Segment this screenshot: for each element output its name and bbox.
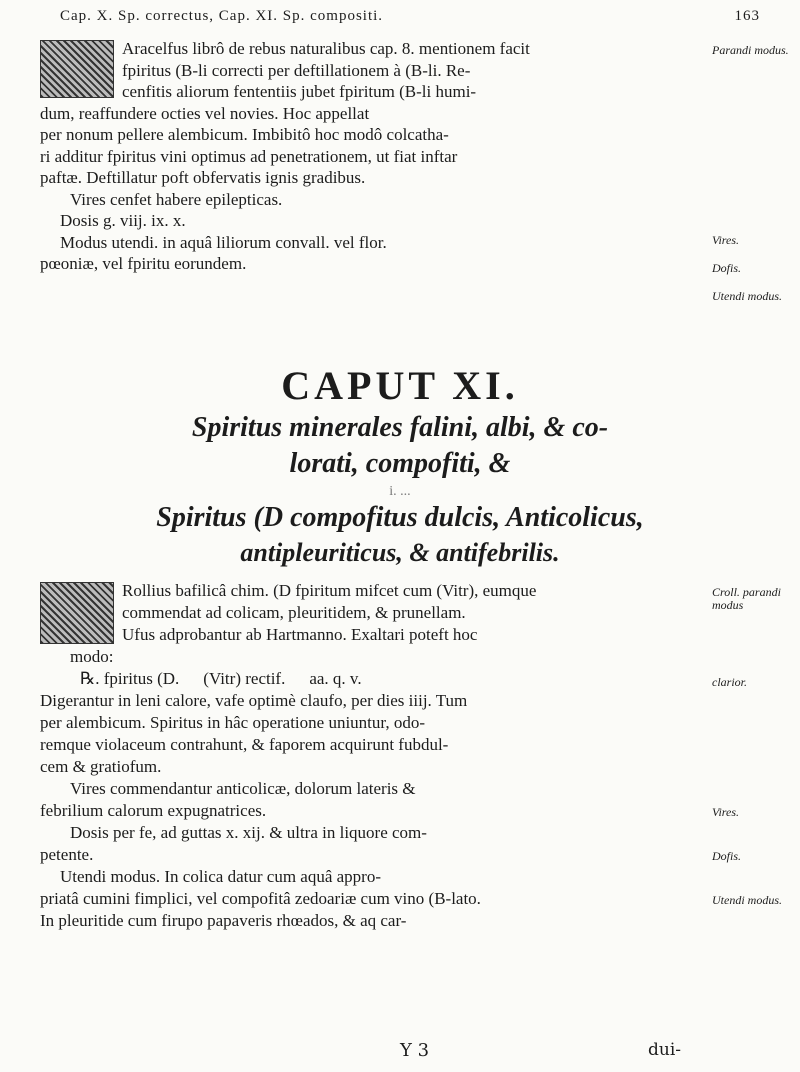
- section-chapter-x: [40, 38, 700, 275]
- chapter-subtitle: Spiritus minerales falini, albi, & co-: [191, 412, 609, 443]
- signature-mark: Y 3: [400, 1040, 430, 1061]
- para3-line: per alembicum. Spiritus in hâc operatione uniuntur, odo-: [40, 713, 426, 732]
- para1-line: cenfitis aliorum fententiis jubet fpiritum (B-li humi-: [122, 82, 477, 101]
- para1-line: fpiritus (B-li correcti per deftillationem à (B-li. Re-: [122, 60, 471, 80]
- recipe-ingredient: ℞. fpiritus (D.: [80, 669, 180, 688]
- margin-note: Dofis.: [712, 849, 742, 863]
- margin-note: Utendi modus.: [712, 289, 782, 303]
- chapter-ornament: i. ...: [389, 484, 411, 499]
- dosis2-line: petente.: [40, 845, 94, 864]
- para1-line: paftæ. Deftillatur poft obfervatis ignis gradibus.: [40, 168, 366, 187]
- margin-note: Vires.: [712, 805, 739, 819]
- section-title: Spiritus (D compofitus dulcis, Anticolicus,: [156, 502, 644, 533]
- vires2-line: febrilium calorum expugnatrices.: [40, 801, 267, 820]
- dosis-line: Dosis g. viij. ix. x.: [60, 211, 186, 230]
- decorated-initial: [40, 40, 114, 98]
- modus-line: pœoniæ, vel fpiritu eorundem.: [40, 254, 247, 273]
- running-title: Cap. X. Sp. correctus, Cap. XI. Sp. compositi.: [60, 8, 384, 24]
- para1-line: ri additur fpiritus vini optimus ad penetrationem, ut fiat inftar: [40, 146, 458, 166]
- utendi2-line: Utendi modus. In colica datur cum aquâ appro-: [60, 867, 382, 886]
- para2-line: commendat ad colicam, pleuritidem, & prunellam.: [122, 603, 466, 622]
- page-number: 163: [734, 8, 760, 24]
- margin-note: Utendi modus.: [712, 893, 782, 907]
- catchword: dui-: [648, 1040, 682, 1060]
- recipe-amount: aa. q. v.: [309, 669, 362, 688]
- recipe-line: [40, 668, 700, 690]
- para1-line: dum, reaffundere octies vel novies. Hoc appellat: [40, 103, 370, 123]
- para2-line: modo:: [70, 647, 114, 666]
- margin-note: Parandi modus.: [712, 43, 789, 57]
- section-title: antipleuriticus, & antifebrilis.: [240, 538, 560, 567]
- vires2-line: Vires commendantur anticolicæ, dolorum lateris &: [70, 779, 416, 798]
- margin-note: Vires.: [712, 233, 739, 247]
- decorated-initial: [40, 582, 114, 644]
- running-header: [60, 8, 760, 25]
- section-chapter-xi: [40, 580, 700, 932]
- para3-line: cem & gratiofum.: [40, 757, 162, 776]
- utendi2-line: priatâ cumini fimplici, vel compofitâ zedoariæ cum vino (B-lato.: [40, 889, 481, 908]
- para1-line: per nonum pellere alembicum. Imbibitô hoc modô colcatha-: [40, 125, 449, 144]
- margin-note: Croll. parandi modus: [712, 585, 781, 612]
- vires-line: Vires cenfet habere epilepticas.: [70, 189, 283, 209]
- utendi2-line: In pleuritide cum firupo papaveris rhœados, & aq car-: [40, 911, 407, 930]
- chapter-title: CAPUT XI.: [281, 363, 519, 408]
- para3-line: Digerantur in leni calore, vafe optimè claufo, per dies iiij. Tum: [40, 691, 468, 710]
- para1-line: Aracelfus librô de rebus naturalibus cap. 8. mentionem facit: [122, 39, 530, 58]
- margin-note: clarior.: [712, 675, 748, 689]
- para3-line: remque violaceum contrahunt, & faporem acquirunt fubdul-: [40, 735, 449, 754]
- modus-line: Modus utendi. in aquâ liliorum convall. vel flor.: [60, 232, 387, 252]
- margin-note: Dofis.: [712, 261, 742, 275]
- para2-line: Ufus adprobantur ab Hartmanno. Exaltari poteft hoc: [122, 625, 478, 644]
- chapter-subtitle: lorati, compofiti, &: [289, 448, 511, 479]
- para2-line: Rollius bafilicâ chim. (D fpiritum mifcet cum (Vitr), eumque: [122, 581, 537, 600]
- dosis2-line: Dosis per fe, ad guttas x. xij. & ultra in liquore com-: [70, 823, 427, 842]
- recipe-ingredient: (Vitr) rectif.: [203, 669, 286, 688]
